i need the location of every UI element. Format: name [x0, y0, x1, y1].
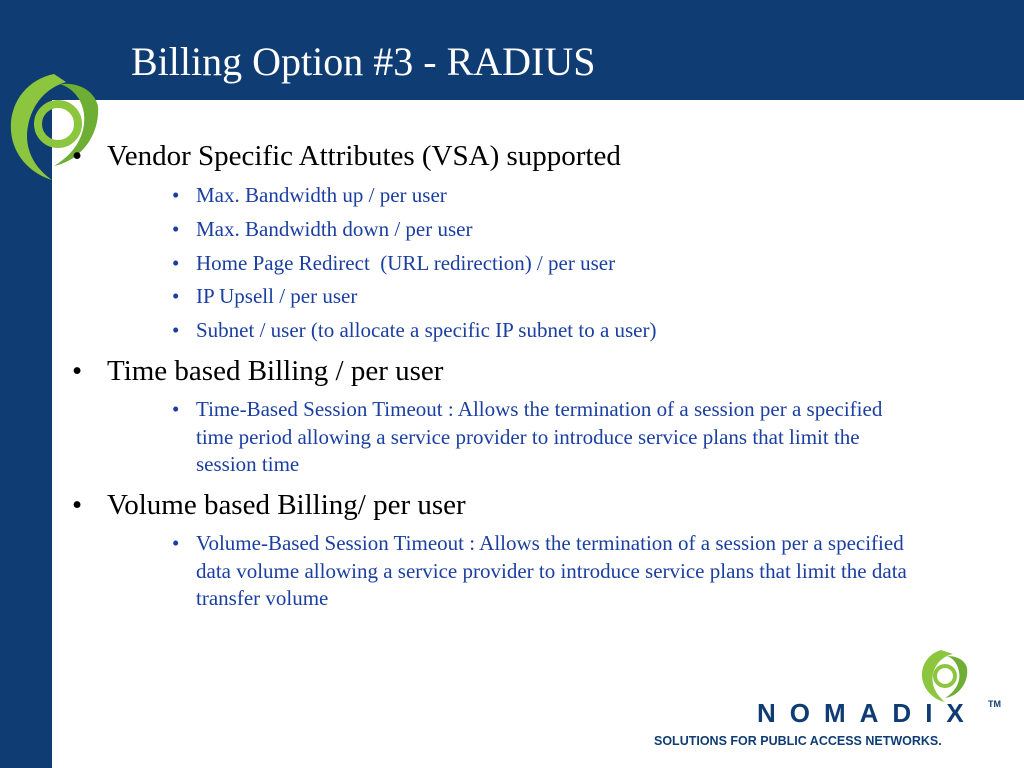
bullet-marker: • [72, 355, 83, 387]
sub-bullet-text: IP Upsell / per user [196, 284, 358, 308]
brand-trademark: TM [988, 699, 1001, 709]
sub-bullet-item [172, 250, 932, 278]
sub-bullet-text: Time-Based Session Timeout : Allows the termination of a session per a specified time period allowing a service provider to introduce service plans that limit the session time [196, 397, 883, 476]
sub-bullet-text: Volume-Based Session Timeout : Allows the termination of a session per a specified data volume allowing a service provider to introduce service plans that limit the data transfer volume [196, 531, 907, 610]
sub-bullet-text: Max. Bandwidth up / per user [196, 183, 447, 207]
bullet-text: Volume based Billing/ per user [107, 489, 466, 521]
sub-bullet-text: Max. Bandwidth down / per user [196, 217, 473, 241]
nomadix-swirl-logo-icon [917, 646, 971, 704]
brand-name: NOMADIX [757, 698, 978, 728]
sub-bullet-marker: • [172, 531, 180, 555]
sub-bullet-text: Home Page Redirect (URL redirection) / per user [196, 251, 616, 275]
sub-bullet-item [172, 530, 912, 613]
bullet-text: Time based Billing / per user [107, 355, 444, 387]
sub-bullet-text: Subnet / user (to allocate a specific IP subnet to a user) [196, 318, 657, 342]
sub-bullet-marker: • [172, 318, 180, 342]
sub-bullet-item [172, 182, 932, 210]
brand-tagline: SOLUTIONS FOR PUBLIC ACCESS NETWORKS. [654, 734, 942, 748]
sub-bullet-marker: • [172, 183, 180, 207]
sub-bullet-item [172, 317, 932, 345]
sub-bullet-item [172, 396, 920, 479]
sub-bullet-marker: • [172, 251, 180, 275]
bullet-marker: • [72, 140, 83, 172]
sub-bullet-marker: • [172, 217, 180, 241]
bullet-text: Vendor Specific Attributes (VSA) supported [107, 140, 621, 172]
sub-bullet-item [172, 216, 932, 244]
bullet-marker: • [72, 489, 83, 521]
sub-bullet-marker: • [172, 397, 180, 421]
slide-title: Billing Option #3 - RADIUS [131, 39, 596, 84]
sub-bullet-marker: • [172, 284, 180, 308]
sub-bullet-item [172, 283, 932, 311]
